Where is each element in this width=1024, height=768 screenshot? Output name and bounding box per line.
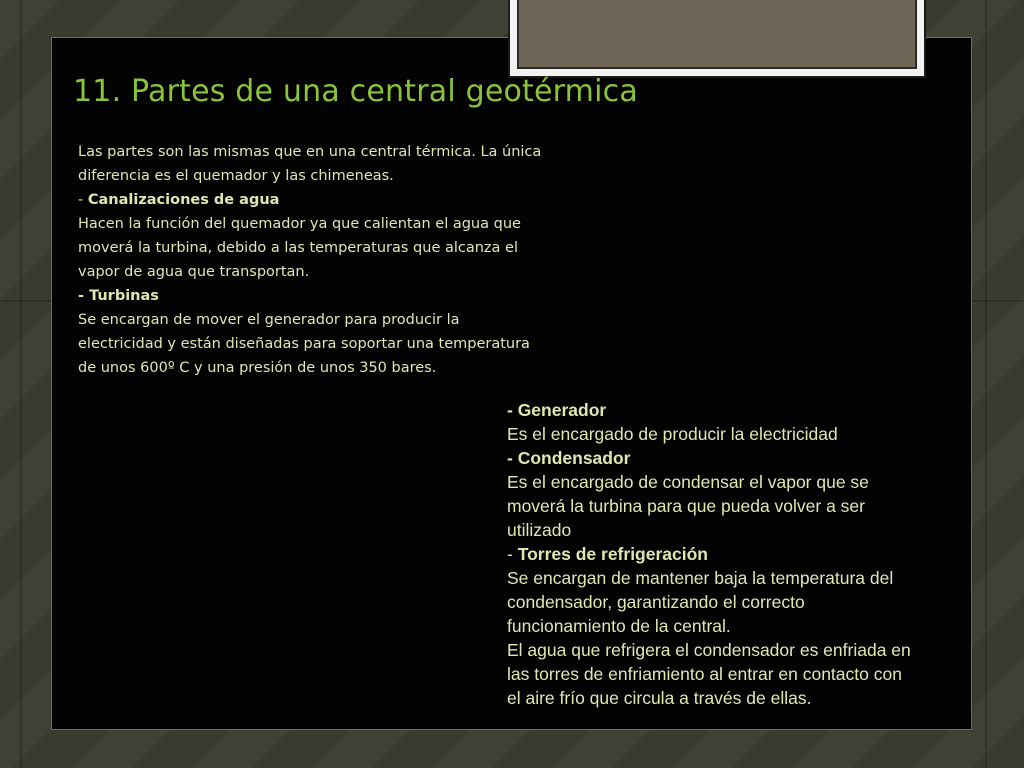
text-line: moverá la turbina, debido a las temperaturas que alcanza el (78, 240, 518, 256)
text-line: el aire frío que circula a través de ellas. (507, 688, 812, 708)
text-line: las torres de enfriamiento al entrar en contacto con (507, 664, 902, 684)
text-line: vapor de agua que transportan. (78, 264, 310, 280)
slide-title: 11. Partes de una central geotérmica (73, 74, 638, 109)
text-line: moverá la turbina para que pueda volver a ser (507, 496, 865, 516)
section-heading: - Torres de refrigeración (507, 544, 708, 564)
section-heading: - Condensador (507, 448, 631, 468)
text-line: funcionamiento de la central. (507, 616, 731, 636)
right-text-block (507, 398, 972, 710)
background-decoration (985, 0, 987, 768)
text-line: Es el encargado de condensar el vapor que se (507, 472, 869, 492)
text-line: Hacen la función del quemador ya que calientan el agua que (78, 216, 521, 232)
text-line: de unos 600º C y una presión de unos 350 bares. (78, 360, 437, 376)
text-line: Es el encargado de producir la electricidad (507, 424, 838, 444)
text-line: condensador, garantizando el correcto (507, 592, 805, 612)
background-decoration (20, 0, 22, 768)
left-text-block (78, 140, 598, 380)
text-line: Las partes son las mismas que en una central térmica. La única (78, 144, 542, 160)
section-heading: - Turbinas (78, 288, 159, 304)
photo-frame (508, 0, 926, 78)
section-heading: - Canalizaciones de agua (78, 192, 280, 208)
text-line: utilizado (507, 520, 572, 540)
text-line: diferencia es el quemador y las chimeneas. (78, 168, 394, 184)
text-line: electricidad y están diseñadas para soportar una temperatura (78, 336, 530, 352)
section-heading: - Generador (507, 400, 607, 420)
text-line: Se encargan de mantener baja la temperatura del (507, 568, 894, 588)
text-line: Se encargan de mover el generador para producir la (78, 312, 460, 328)
text-line: El agua que refrigera el condensador es enfriada en (507, 640, 911, 660)
slide-photo (517, 0, 917, 69)
